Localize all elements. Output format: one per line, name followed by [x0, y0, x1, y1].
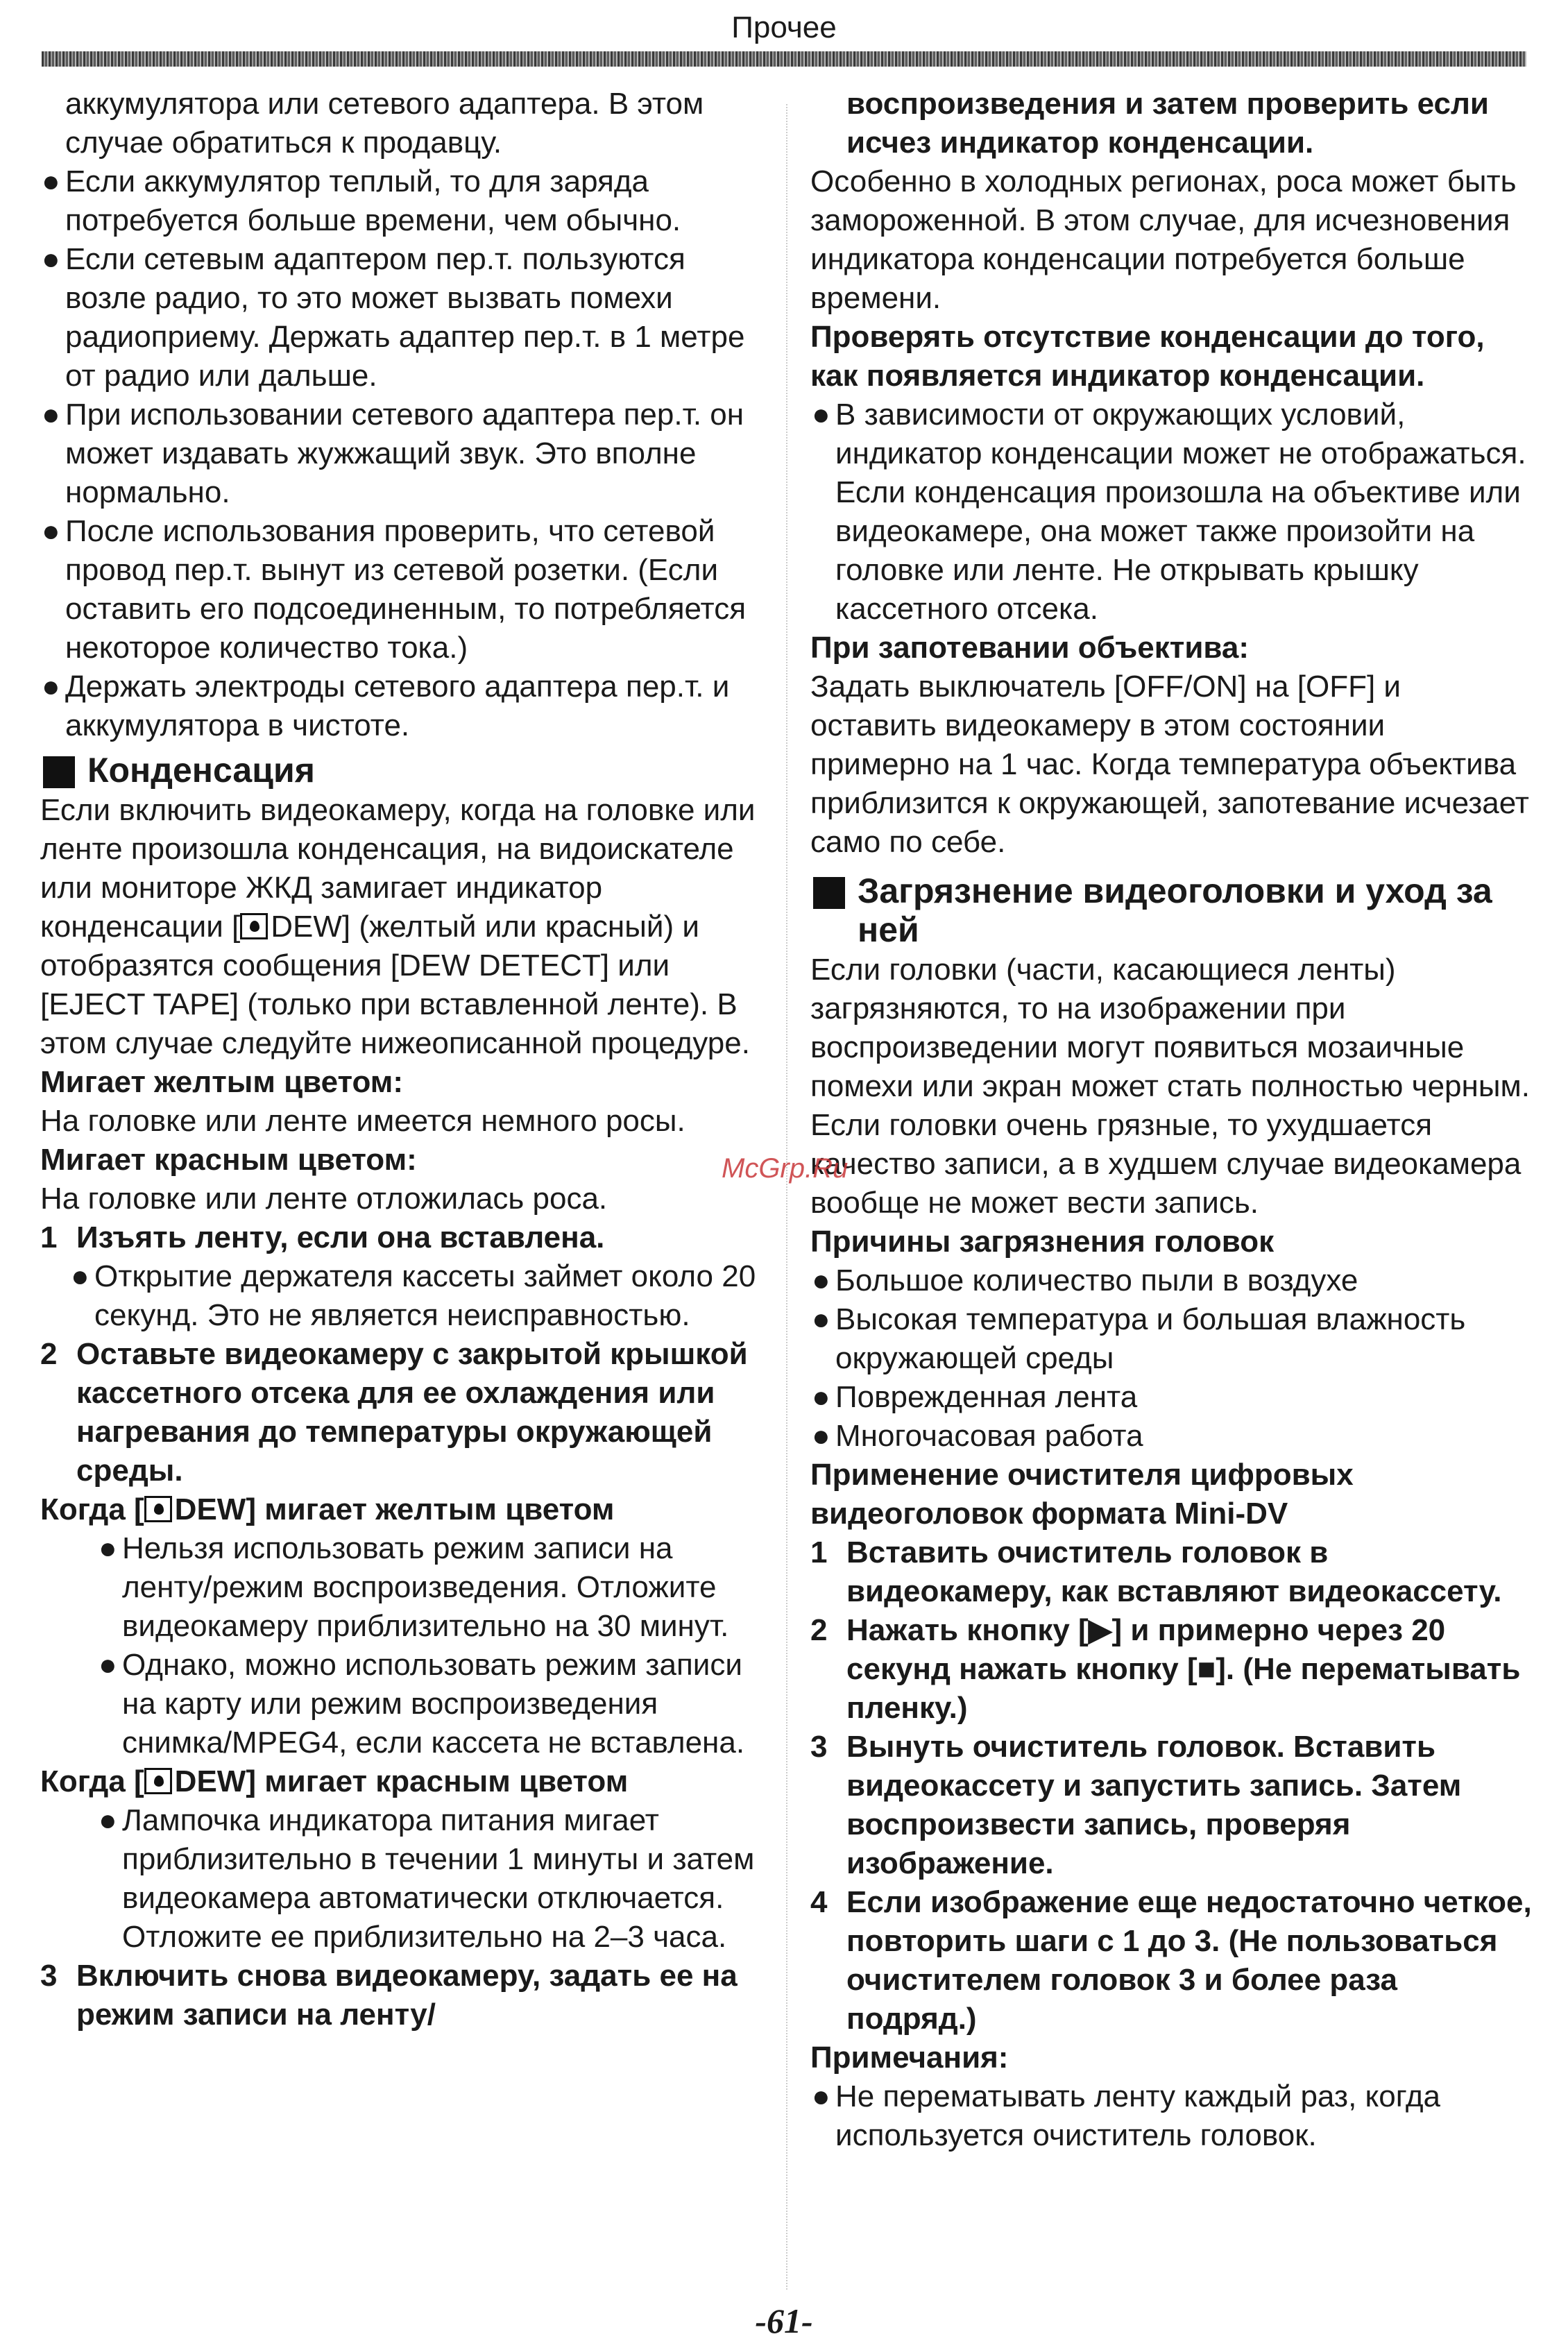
section-title: Конденсация — [87, 751, 315, 790]
subheading — [40, 1762, 762, 1801]
bullet-icon: ● — [71, 1259, 90, 1293]
right-column — [810, 85, 1532, 2155]
step-number: 3 — [40, 1959, 58, 1993]
section-square-icon — [813, 877, 845, 909]
list-item-text: Поврежденная лента — [835, 1380, 1138, 1414]
list-item-text: В зависимости от окружающих условий, индикатор конденсации может не отображаться. Если конденсация произошла на объективе или видеокамере, она может также произойти на головке или ленте. Не открывать крышку кассетного отсека. — [835, 398, 1526, 626]
step — [810, 1533, 1532, 1611]
header-rule — [42, 51, 1526, 67]
step — [810, 1883, 1532, 2038]
list-item — [40, 1257, 762, 1335]
step-text: Оставьте видеокамеру с закрытой крышкой кассетного отсека для ее охлаждения или нагревания до температуры окружающей среды. — [76, 1337, 748, 1488]
bullet-icon: ● — [99, 1803, 117, 1837]
step-number: 1 — [810, 1535, 828, 1569]
list-item — [810, 395, 1532, 629]
list-item-text: При использовании сетевого адаптера пер.т. он может издавать жужжащий звук. Это вполне нормально. — [65, 398, 744, 509]
text: Когда [ — [40, 1492, 144, 1526]
list-item — [40, 667, 762, 745]
paragraph: аккумулятора или сетевого адаптера. В этом случае обратиться к продавцу. — [65, 87, 704, 160]
list-item — [40, 1801, 762, 1957]
list-item — [40, 1529, 762, 1646]
column-divider — [786, 104, 787, 2290]
bullet-icon: ● — [812, 1419, 830, 1453]
list-item-text: Открытие держателя кассеты займет около 20 секунд. Это не является неисправностью. — [94, 1259, 756, 1332]
step-number: 2 — [40, 1337, 58, 1371]
list-item — [810, 1378, 1532, 1417]
list-item-text: Если сетевым адаптером пер.т. пользуются возле радио, то это может вызвать помехи радиоприему. Держать адаптер пер.т. в 1 метре от радио или дальше. — [65, 242, 745, 393]
list-item — [40, 240, 762, 395]
step-continuation: воспроизведения и затем проверить если исчез индикатор конденсации. — [846, 87, 1489, 160]
list-item-text: Лампочка индикатора питания мигает приблизительно в течении 1 минуты и затем видеокамера автоматически отключается. Отложите ее приблизительно на 2–3 часа. — [122, 1803, 755, 1954]
subheading: Применение очистителя цифровых видеоголовок формата Mini-DV — [810, 1458, 1354, 1531]
watermark: McGrp.Ru — [722, 1153, 849, 1184]
bullet-icon: ● — [42, 670, 60, 704]
step-text: Вынуть очиститель головок. Вставить видеокассету и запустить запись. Затем воспроизвести запись, проверяя изображение. — [846, 1730, 1462, 1880]
text: Если включить видеокамеру, когда на головке или ленте произошла конденсация, на видоискателе или мониторе ЖКД замигает индикатор конденсации [ — [40, 793, 756, 944]
list-item-text: Однако, можно использовать режим записи на карту или режим воспроизведения снимка/MPEG4, если кассета не вставлена. — [122, 1648, 745, 1760]
section-square-icon — [43, 756, 75, 788]
bullet-icon: ● — [42, 398, 60, 432]
section-title: Загрязнение видеоголовки и уход за ней — [858, 871, 1492, 949]
subheading: При запотевании объектива: — [810, 631, 1249, 665]
subheading: Мигает красным цветом: — [40, 1143, 417, 1177]
step-text: Если изображение еще недостаточно четкое, повторить шаги с 1 до 3. (Не пользоваться очистителем головок 3 и более раза подряд.) — [846, 1885, 1532, 2036]
bullet-icon: ● — [42, 164, 60, 198]
paragraph — [40, 791, 762, 1063]
left-column — [40, 85, 762, 2034]
list-item-text: После использования проверить, что сетевой провод пер.т. вынут из сетевой розетки. (Если оставить его подсоединенным, то потребляется некоторое количество тока.) — [65, 514, 747, 665]
paragraph: На головке или ленте отложилась роса. — [40, 1182, 608, 1216]
bullet-icon: ● — [99, 1531, 117, 1565]
bullet-icon: ● — [812, 1302, 830, 1336]
list-item-text: Держать электроды сетевого адаптера пер.т. и аккумулятора в чистоте. — [65, 670, 730, 742]
subheading: Мигает желтым цветом: — [40, 1065, 403, 1099]
paragraph: Особенно в холодных регионах, роса может быть замороженной. В этом случае, для исчезновения индикатора конденсации потребуется больше времени. — [810, 164, 1517, 315]
page-header-title: Прочее — [731, 10, 837, 44]
step — [40, 1957, 762, 2034]
list-item — [810, 1300, 1532, 1378]
list-item-text: Высокая температура и большая влажность окружающей среды — [835, 1302, 1466, 1375]
list-item — [810, 2077, 1532, 2155]
dew-icon — [144, 1768, 172, 1794]
paragraph: Задать выключатель [OFF/ON] на [OFF] и оставить видеокамеру в этом состоянии примерно на 1 час. Когда температура объектива приблизится к окружающей, запотевание исчезает само по себе. — [810, 670, 1529, 859]
bullet-icon: ● — [812, 1380, 830, 1414]
text: Когда [ — [40, 1764, 144, 1798]
bullet-icon: ● — [42, 514, 60, 548]
step — [810, 1611, 1532, 1728]
step-text: Включить снова видеокамеру, задать ее на режим записи на ленту/ — [76, 1959, 738, 2032]
bullet-icon: ● — [42, 242, 60, 276]
list-item-text: Если аккумулятор теплый, то для заряда потребуется больше времени, чем обычно. — [65, 164, 681, 237]
section-heading-head-cleaning — [810, 871, 1532, 949]
list-item — [810, 1417, 1532, 1456]
paragraph: Если головки (части, касающиеся ленты) загрязняются, то на изображении при воспроизведении могут появиться мозаичные помехи или экран может стать полностью черным. Если головки очень грязные, то ухудшается качество записи, а в худшем случае видеокамера вообще не может вести запись. — [810, 953, 1530, 1220]
step-number: 3 — [810, 1730, 828, 1764]
step-number: 4 — [810, 1885, 828, 1919]
page-number: -61- — [755, 2301, 813, 2340]
list-item — [810, 1261, 1532, 1300]
text: DEW] мигает красным цветом — [174, 1764, 629, 1798]
bullet-icon: ● — [812, 1263, 830, 1297]
list-item — [40, 162, 762, 240]
step-text: Нажать кнопку [▶] и примерно через 20 секунд нажать кнопку [■]. (Не перематывать пленку.) — [846, 1613, 1521, 1725]
list-item-text: Нельзя использовать режим записи на ленту/режим воспроизведения. Отложите видеокамеру приблизительно на 30 минут. — [122, 1531, 729, 1643]
list-item — [40, 512, 762, 667]
text: DEW] мигает желтым цветом — [174, 1492, 615, 1526]
dew-icon — [240, 913, 268, 939]
list-item — [40, 1646, 762, 1762]
step — [40, 1218, 762, 1257]
step-text: Изъять ленту, если она вставлена. — [76, 1220, 605, 1254]
bullet-icon: ● — [99, 1648, 117, 1682]
step — [40, 1335, 762, 1490]
text: ] (желтый или красный) и отобразятся сообщения [DEW DETECT] или [EJECT TAPE] (только при вставленной ленте). В этом случае следуйте нижеописанной процедуре. — [40, 910, 750, 1060]
subheading — [40, 1490, 762, 1529]
list-item-text: Большое количество пыли в воздухе — [835, 1263, 1358, 1297]
step-number: 1 — [40, 1220, 58, 1254]
bullet-icon: ● — [812, 398, 830, 432]
text: DEW — [271, 910, 342, 944]
subheading: Проверять отсутствие конденсации до того, как появляется индикатор конденсации. — [810, 320, 1485, 393]
step-number: 2 — [810, 1613, 828, 1647]
bullet-icon: ● — [812, 2079, 830, 2113]
subheading: Примечания: — [810, 2041, 1009, 2075]
list-item-text: Не перематывать ленту каждый раз, когда используется очиститель головок. — [835, 2079, 1440, 2152]
paragraph: На головке или ленте имеется немного росы. — [40, 1104, 685, 1138]
list-item-text: Многочасовая работа — [835, 1419, 1143, 1453]
subheading: Причины загрязнения головок — [810, 1225, 1275, 1259]
step-text: Вставить очиститель головок в видеокамеру, как вставляют видеокассету. — [846, 1535, 1502, 1608]
dew-icon — [144, 1496, 172, 1522]
section-heading-condensation — [40, 751, 762, 790]
list-item — [40, 395, 762, 512]
step — [810, 1728, 1532, 1883]
